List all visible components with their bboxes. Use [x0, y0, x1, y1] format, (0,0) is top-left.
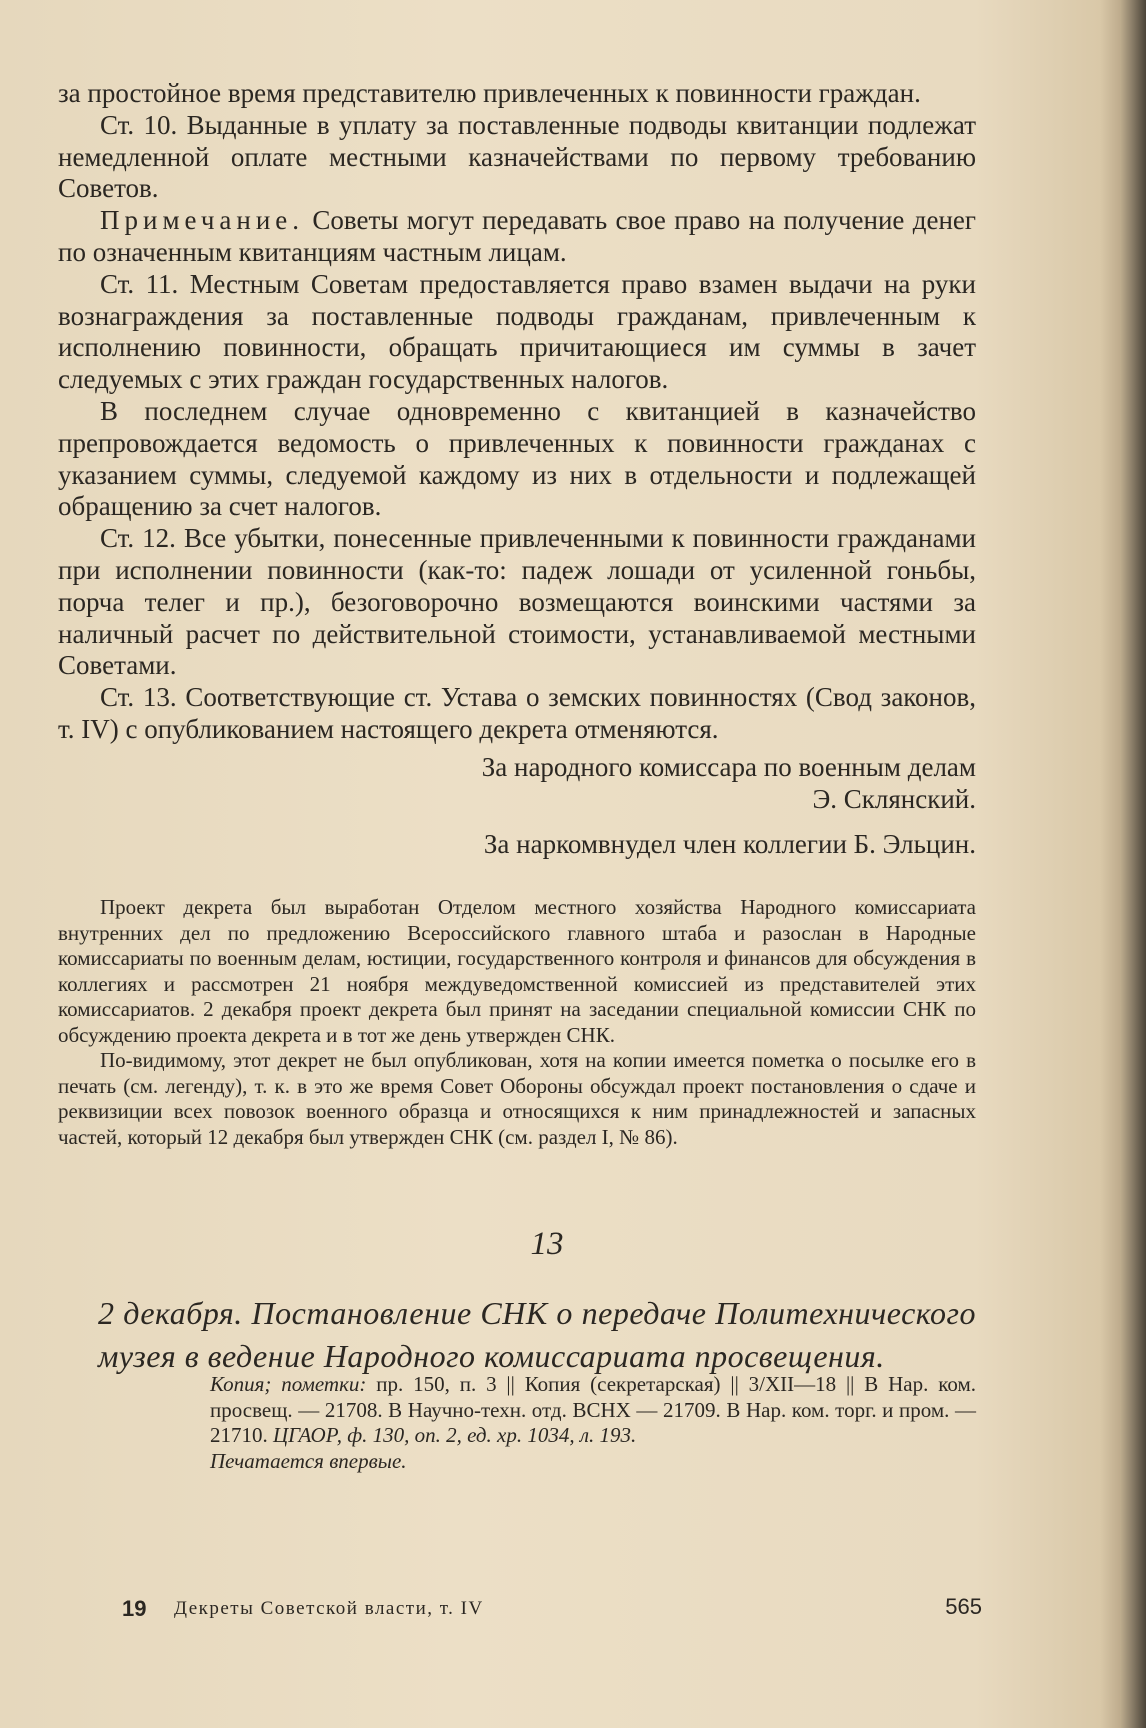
page-number: 565	[945, 1594, 982, 1619]
decree-body	[58, 78, 976, 746]
editorial-note-paragraph-2: По-видимому, этот декрет не был опубликован, хотя на копии имеется пометка о посылке его в печать (см. легенду), т. к. в это же время Совет Обороны обсуждал проект постановления о сдаче и реквизиции всех повозок военного образца и относящихся к ним принадлежностей и запасных частей, который 12 декабря был утвержден СНК (см. раздел I, № 86).	[58, 1048, 976, 1149]
page-footer	[122, 1596, 982, 1626]
signature-name-1: Э. Склянский.	[812, 783, 976, 814]
article-11-continuation: В последнем случае одновременно с квитанцией в казначейство препровождается ведомость о привлеченных к повинности гражданах с указанием суммы, следуемой каждому из них в отдельности и подлежащей обращению за счет налогов.	[58, 395, 976, 522]
source-printed-note: Печатается впервые.	[210, 1448, 407, 1473]
signature-gap	[58, 815, 976, 829]
editorial-note	[58, 895, 976, 1150]
page-edge-shadow	[1120, 0, 1146, 1728]
signature-line-1: За народного комиссара по военным делам	[481, 751, 976, 782]
note-label: Примечание.	[100, 205, 305, 236]
article-13: Ст. 13. Соответствующие ст. Устава о земских повинностях (Свод законов, т. IV) с опубликованием настоящего декрета отменяются.	[58, 682, 976, 744]
source-legend	[210, 1372, 976, 1474]
source-details: пр. 150, п. 3 || Копия (секретарская) || 3/XII—18 || В Нар. ком. просвещ. — 21708. В Научно-техн. отд. ВСНХ — 21709. В Нар. ком. торг. и пром. — 21710.	[210, 1372, 976, 1448]
article-10: Ст. 10. Выданные в уплату за поставленные подводы квитанции подлежат немедленной оплате местными казначействами по первому требованию Советов.	[58, 109, 976, 204]
source-label: Копия; пометки:	[210, 1372, 367, 1397]
editorial-note-paragraph-1: Проект декрета был выработан Отделом местного хозяйства Народного комиссариата внутренних дел по предложению Всероссийского главного штаба и разослан в Народные комиссариаты по военным делам, юстиции, государственного контроля и финансов для обсуждения в коллегиях и рассмотрен 21 ноября междуведомственной комиссией из представителей этих комиссариатов. 2 декабря проект декрета был принят на заседании специальной комиссии СНК по обсуждению проекта декрета и в тот же день утвержден СНК.	[58, 895, 976, 1047]
source-legend-text	[210, 1372, 976, 1449]
signature-line-2: За наркомвнудел член коллегии Б. Эльцин.	[483, 829, 976, 860]
article-11: Ст. 11. Местным Советам предоставляется право взамен выдачи на руки вознаграждения за поставленные подводы гражданам, привлеченным к исполнению повинности, обращать причитающиеся им суммы в зачет следуемых с этих граждан государственных налогов.	[58, 268, 976, 395]
article-12: Ст. 12. Все убытки, понесенные привлеченными к повинности гражданами при исполнении повинности (как-то: падеж лошади от усиленной гоньбы, порча телег и пр.), безоговорочно возмещаются воинскими частями за наличный расчет по действительной стоимости, устанавливаемой местными Советами.	[58, 523, 976, 681]
article-10-note	[58, 205, 976, 269]
page-content	[58, 78, 976, 1474]
source-archive: ЦГАОР, ф. 130, оп. 2, ед. хр. 1034, л. 193.	[273, 1423, 637, 1448]
note-text: Советы могут передавать свое право на получение денег по означенным квитанциям частным лицам.	[58, 205, 976, 267]
signature-title: Декреты Советской власти, т. IV	[174, 1598, 484, 1619]
signature-number: 19	[122, 1596, 147, 1621]
paragraph-continuation: за простойное время представителю привлеченных к повинности граждан.	[58, 78, 921, 108]
signatures	[58, 752, 976, 861]
document-title: 2 декабря. Постановление СНК о передаче Политехнического музея в ведение Народного комиссариата просвещения.	[98, 1295, 976, 1375]
document-number: 13	[530, 1226, 564, 1263]
